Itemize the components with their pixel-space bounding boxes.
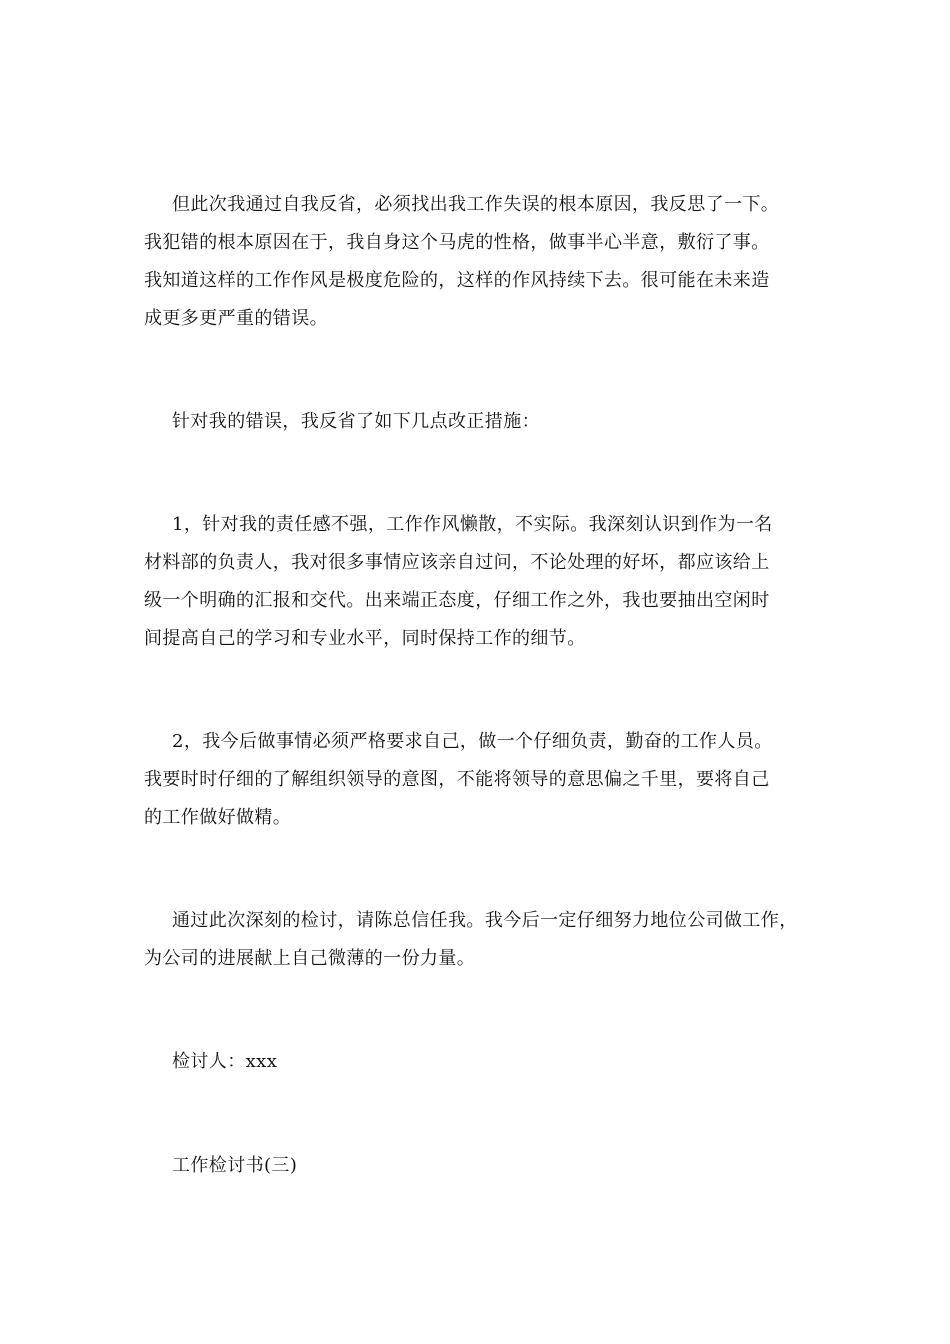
paragraph-3-line-2: 材料部的负责人，我对很多事情应该亲自过问，不论处理的好坏，都应该给上 (144, 552, 770, 573)
section-heading: 工作检讨书(三) (172, 1155, 298, 1176)
paragraph-4-line-1: 2，我今后做事情必须严格要求自己，做一个仔细负责，勤奋的工作人员。 (172, 731, 773, 752)
paragraph-4-line-3: 的工作做好做精。 (144, 807, 292, 828)
paragraph-1-line-4: 成更多更严重的错误。 (144, 308, 328, 329)
paragraph-3-line-1: 1，针对我的责任感不强，工作作风懒散，不实际。我深刻认识到作为一名 (172, 514, 773, 535)
paragraph-1-line-1: 但此次我通过自我反省，必须找出我工作失误的根本原因，我反思了一下。 (172, 194, 780, 215)
reviewer-signature-line: 检讨人：xxx (172, 1051, 278, 1072)
paragraph-3-line-3: 级一个明确的汇报和交代。出来端正态度，仔细工作之外，我也要抽出空闲时 (144, 590, 770, 611)
paragraph-1-line-3: 我知道这样的工作作风是极度危险的，这样的作风持续下去。很可能在未来造 (144, 270, 770, 291)
paragraph-2-line-1: 针对我的错误，我反省了如下几点改正措施： (172, 411, 540, 432)
paragraph-1-line-2: 我犯错的根本原因在于，我自身这个马虎的性格，做事半心半意，敷衍了事。 (144, 232, 770, 253)
paragraph-4-line-2: 我要时时仔细的了解组织领导的意图，不能将领导的意思偏之千里，要将自己 (144, 769, 770, 790)
paragraph-3-line-4: 间提高自己的学习和专业水平，同时保持工作的细节。 (144, 628, 586, 649)
paragraph-5-line-2: 为公司的进展献上自己微薄的一份力量。 (144, 948, 476, 969)
paragraph-5-line-1: 通过此次深刻的检讨，请陈总信任我。我今后一定仔细努力地位公司做工作， (172, 910, 798, 931)
